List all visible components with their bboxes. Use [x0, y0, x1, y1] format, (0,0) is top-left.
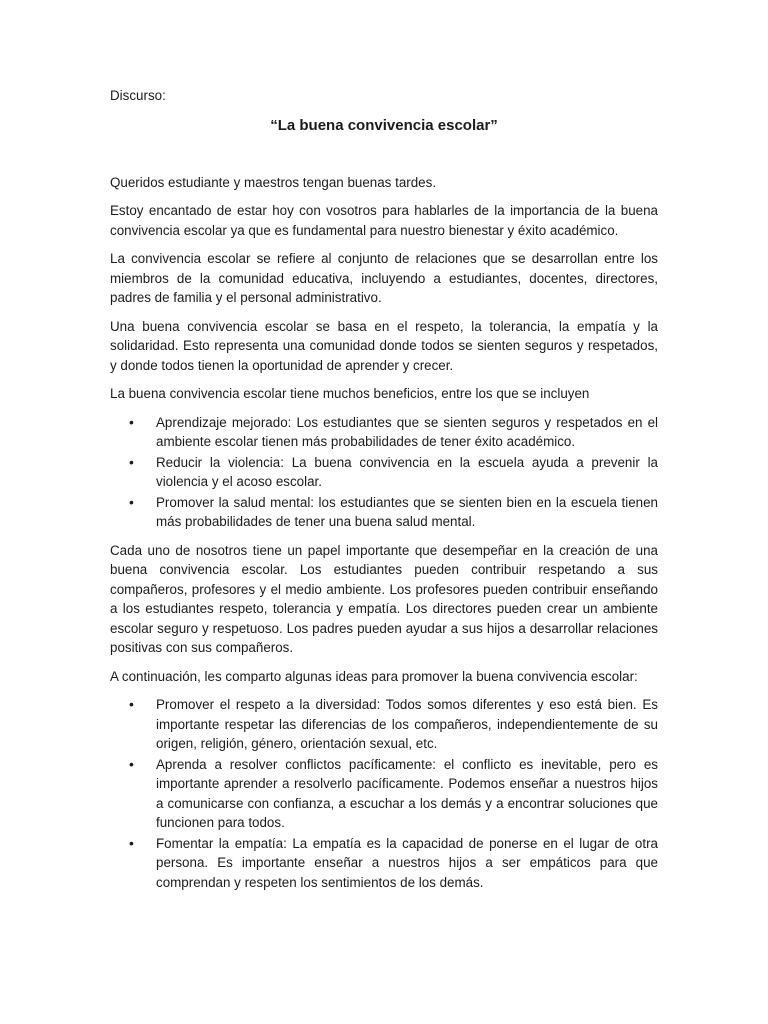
list-item — [110, 453, 658, 492]
intro-paragraph: Estoy encantado de estar hoy con vosotros para hablarles de la importancia de la buena convivencia escolar ya que es fundamental para nuestro bienestar y éxito académico. — [110, 203, 658, 238]
list-item — [110, 695, 658, 754]
list-item — [110, 493, 658, 532]
definition-paragraph: La convivencia escolar se refiere al conjunto de relaciones que se desarrollan entre los miembros de la comunidad educativa, incluyendo a estudiantes, docentes, directores, padres de familia y el personal administrativo. — [110, 251, 658, 305]
roles-paragraph: Cada uno de nosotros tiene un papel importante que desempeñar en la creación de una buena convivencia escolar. Los estudiantes pueden contribuir respetando a sus compañeros, profesores y el medio ambiente. Los profesores pueden contribuir enseñando a los estudiantes respeto, tolerancia y empatía. Los directores pueden crear un ambiente escolar seguro y respetuoso. Los padres pueden ayudar a sus hijos a desarrollar relaciones positivas con sus compañeros. — [110, 542, 658, 655]
ideas-list — [110, 695, 658, 892]
benefits-intro-paragraph: La buena convivencia escolar tiene muchos beneficios, entre los que se incluyen — [110, 386, 590, 401]
list-item-text: Aprenda a resolver conflictos pacíficamente: el conflicto es inevitable, pero es importante aprender a resolverlo pacíficamente. Podemos enseñar a nuestros hijos a comunicarse con confianza, a escuchar a los demás y a encontrar soluciones que funcionen para todos. — [156, 756, 658, 830]
bullet-icon: • — [129, 696, 134, 712]
list-item-text: Reducir la violencia: La buena convivencia en la escuela ayuda a prevenir la violencia y el acoso escolar. — [156, 454, 658, 489]
bullet-icon: • — [129, 755, 134, 772]
benefits-list — [110, 413, 658, 532]
bullet-icon: • — [129, 834, 134, 851]
list-item-text: Aprendizaje mejorado: Los estudiantes que se sienten seguros y respetados en el ambiente escolar tienen más probabilidades de tener éxito académico. — [156, 414, 658, 449]
bullet-icon: • — [129, 413, 134, 430]
list-item-text: Promover la salud mental: los estudiantes que se sienten bien en la escuela tienen más probabilidades de tener una buena salud mental. — [156, 494, 658, 529]
list-item-text: Fomentar la empatía: La empatía es la capacidad de ponerse en el lugar de otra persona. Es importante enseñar a nuestros hijos a ser empáticos para que comprendan y respeten los sentimientos de los demás. — [156, 835, 658, 890]
document-page — [110, 86, 658, 901]
bullet-icon: • — [129, 453, 134, 470]
values-paragraph: Una buena convivencia escolar se basa en el respeto, la tolerancia, la empatía y la solidaridad. Esto representa una comunidad donde todos se sienten seguros y respetados, y donde todos tienen la oportunidad de aprender y crecer. — [110, 318, 658, 373]
ideas-intro-paragraph: A continuación, les comparto algunas ideas para promover la buena convivencia escolar: — [110, 668, 638, 684]
list-item — [110, 413, 658, 452]
list-item — [110, 755, 658, 833]
document-label: Discurso: — [110, 88, 166, 103]
list-item-text: Promover el respeto a la diversidad: Todos somos diferentes y eso está bien. Es importante respetar las diferencias de los compañeros, independientemente de su origen, religión, género, orientación sexual, etc. — [156, 697, 658, 751]
greeting-paragraph: Queridos estudiante y maestros tengan buenas tardes. — [110, 174, 437, 190]
bullet-icon: • — [129, 493, 134, 510]
list-item — [110, 834, 658, 893]
document-title: “La buena convivencia escolar” — [270, 116, 498, 134]
